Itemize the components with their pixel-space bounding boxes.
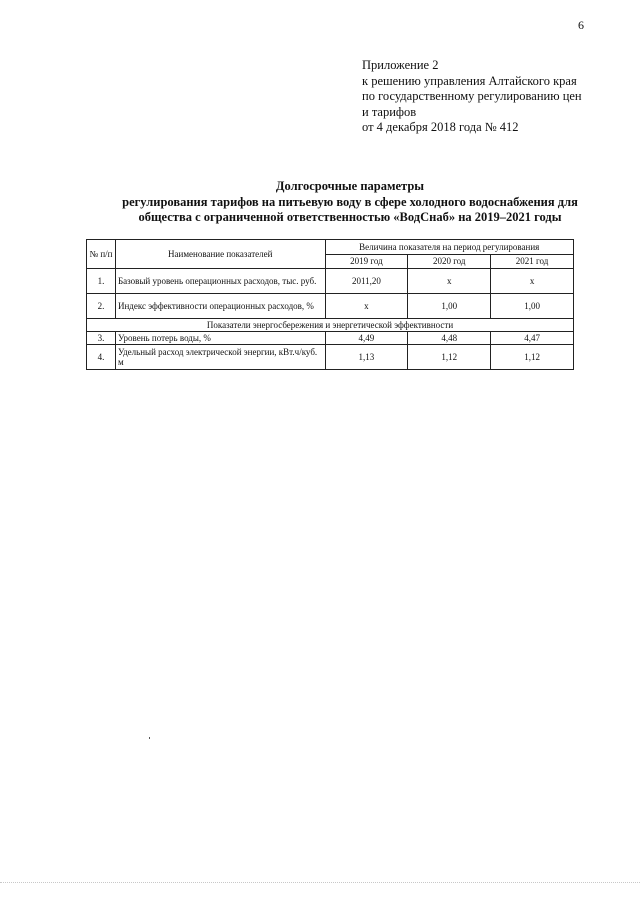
row-num: 4.: [87, 345, 116, 370]
appendix-line: Приложение 2: [362, 58, 439, 72]
row-num: 2.: [87, 294, 116, 319]
parameters-table: [86, 239, 574, 370]
row-name: Базовый уровень операционных расходов, тыс. руб.: [115, 269, 325, 294]
appendix-line: по государственному регулированию цен: [362, 89, 582, 103]
header-num: № п/п: [87, 240, 116, 269]
table-section-row: [87, 319, 574, 332]
section-header: Показатели энергосбережения и энергетической эффективности: [87, 319, 574, 332]
row-value: 1,00: [491, 294, 574, 319]
header-period: Величина показателя на период регулирования: [325, 240, 574, 255]
table-row: [87, 332, 574, 345]
title-line: Долгосрочные параметры: [275, 179, 425, 193]
title-line: общества с ограниченной ответственностью «ВодСнаб» на 2019–2021 годы: [138, 210, 562, 224]
row-value: x: [491, 269, 574, 294]
header-name: Наименование показателей: [115, 240, 325, 269]
page-number: 6: [578, 18, 584, 32]
appendix-line: к решению управления Алтайского края: [362, 73, 577, 88]
row-name: Уровень потерь воды, %: [115, 332, 325, 345]
row-num: 1.: [87, 269, 116, 294]
row-value: 1,00: [408, 294, 491, 319]
row-value: 2011,20: [325, 269, 408, 294]
row-value: 1,12: [491, 345, 574, 370]
row-value: x: [408, 269, 491, 294]
row-num: 3.: [87, 332, 116, 345]
row-value: 4,47: [491, 332, 574, 345]
row-value: 4,49: [325, 332, 408, 345]
header-year: 2020 год: [408, 254, 491, 269]
title-line: регулирования тарифов на питьевую воду в сфере холодного водоснабжения для: [122, 194, 578, 209]
table-row: [87, 269, 574, 294]
row-value: 4,48: [408, 332, 491, 345]
row-name: Удельный расход электрической энергии, кВт.ч/куб. м: [115, 345, 325, 370]
row-value: 1,13: [325, 345, 408, 370]
scan-speck: [149, 737, 150, 739]
appendix-line: от 4 декабря 2018 года № 412: [362, 120, 519, 134]
document-title: [80, 179, 620, 226]
row-name: Индекс эффективности операционных расходов, %: [115, 294, 325, 319]
appendix-block: [362, 58, 582, 136]
scan-edge-line: [0, 882, 640, 883]
appendix-line: и тарифов: [362, 104, 417, 119]
table-row: [87, 294, 574, 319]
header-year: 2021 год: [491, 254, 574, 269]
header-year: 2019 год: [325, 254, 408, 269]
row-value: 1,12: [408, 345, 491, 370]
table-header-row: [87, 240, 574, 255]
table-row: [87, 345, 574, 370]
row-value: x: [325, 294, 408, 319]
